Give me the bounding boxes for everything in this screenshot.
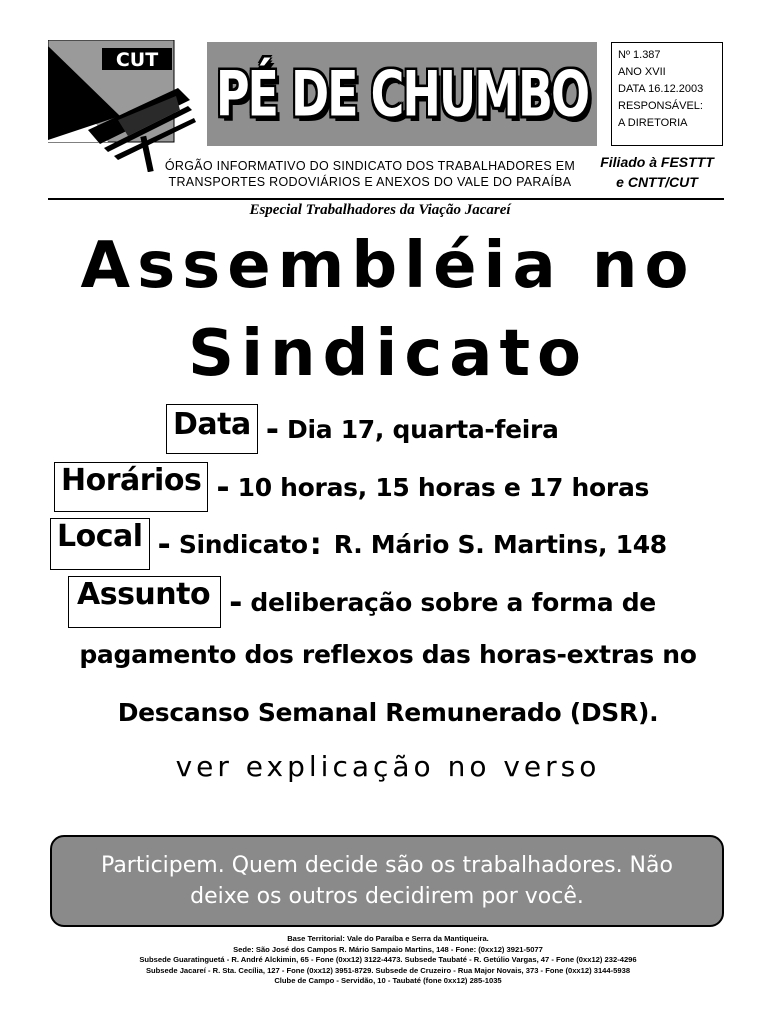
footer-line-4: Subsede Jacareí - R. Sta. Cecília, 127 - Fone (0xx12) 3951-8729. Subsede de Cruzeiro - Rua Major Novais, 373 - Fone (0xx12) 3144-5938: [145, 965, 631, 975]
subject-line-1: deliberação sobre a forma de: [250, 587, 656, 617]
callout-box: [50, 835, 724, 927]
cut-logo-text: CUT: [115, 49, 159, 71]
cut-logo: [48, 40, 196, 172]
org-line-1: ÓRGÃO INFORMATIVO DO SINDICATO DOS TRABALHADORES EM: [164, 159, 576, 173]
footer-addresses: [60, 934, 716, 987]
footer-line-5: Clube de Campo - Servidão, 10 - Taubaté (fone 0xx12) 285-1035: [274, 976, 502, 985]
times-dash: -: [216, 468, 230, 506]
masthead-banner: [207, 42, 597, 146]
headline-line-1: Assembléia no: [80, 229, 696, 303]
footer-line-1: Base Territorial: Vale do Paraíba e Serra da Mantiqueira.: [287, 934, 489, 943]
subject-line-2: pagamento dos reflexos das horas-extras no: [79, 640, 697, 669]
issue-year: ANO XVII: [618, 66, 666, 78]
footer-line-3: Subsede Guaratinguetá - R. André Alckimin, 65 - Fone (0xx12) 3122-4473. Subsede Taubaté - R. Getúlio Vargas, 47 - Fone (0xx12) 232-4296: [139, 955, 637, 964]
times-label: Horários: [54, 462, 208, 512]
headline: [20, 222, 756, 398]
subject-dash: -: [229, 583, 243, 621]
issue-number: Nº 1.387: [618, 49, 661, 61]
header-divider: [48, 198, 724, 200]
affiliation-line-1: Filiado à FESTTT: [600, 154, 714, 170]
date-label: Data: [166, 404, 258, 454]
footer-line-2: Sede: São José dos Campos R. Mário Sampaio Martins, 148 - Fone: (0xx12) 3921-5077: [233, 944, 543, 954]
headline-line-2: Sindicato: [187, 317, 589, 391]
date-dash: -: [265, 410, 280, 448]
issue-info-box: [611, 42, 723, 146]
location-value-a: Sindicato: [178, 529, 308, 559]
special-edition-subtitle: Especial Trabalhadores da Viação Jacareí: [249, 202, 511, 218]
masthead-title: PÉ DE CHUMBO: [215, 57, 589, 131]
callout-line-2: deixe os outros decidirem por você.: [190, 884, 584, 909]
location-value-b: R. Mário S. Martins, 148: [333, 529, 667, 559]
responsible-name: A DIRETORIA: [618, 117, 688, 129]
location-row: [0, 518, 776, 570]
times-row: [0, 462, 776, 512]
subject-line-3: Descanso Semanal Remunerado (DSR).: [117, 698, 659, 727]
subject-row: [0, 576, 776, 628]
see-back-note: ver explicação no verso: [175, 750, 601, 783]
affiliation-line-2: e CNTT/CUT: [616, 174, 698, 190]
location-label: Local: [50, 518, 150, 570]
location-colon: :: [309, 526, 322, 562]
affiliation: [592, 152, 722, 192]
times-value: 10 horas, 15 horas e 17 horas: [237, 472, 650, 502]
callout-line-1: Participem. Quem decide são os trabalhadores. Não: [101, 853, 673, 878]
responsible-label: RESPONSÁVEL:: [618, 100, 703, 112]
date-row: [0, 404, 776, 454]
subject-label: Assunto: [68, 576, 221, 628]
callout-text: [67, 850, 707, 912]
org-line-2: TRANSPORTES RODOVIÁRIOS E ANEXOS DO VALE DO PARAÍBA: [168, 175, 572, 189]
location-dash: -: [157, 525, 171, 563]
issue-date: DATA 16.12.2003: [618, 83, 704, 95]
organization-description: [150, 158, 590, 190]
date-value: Dia 17, quarta-feira: [287, 414, 559, 444]
